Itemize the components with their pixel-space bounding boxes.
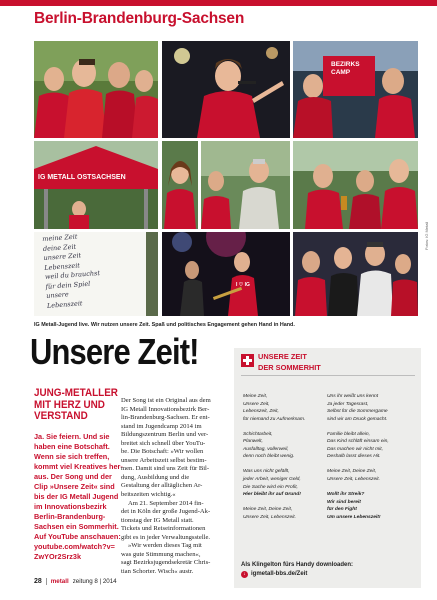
body-line: »Wir werden dieses Tag mit (128, 542, 202, 550)
ringtone-download (241, 561, 353, 579)
lyric-line: Unsere Zeit, Lebenszeit. (243, 514, 297, 520)
body-line: be. Die Botschaft: »Wir wollen (121, 448, 204, 456)
board-line: unsere (45, 290, 69, 300)
lyric-line: Das Kind schläft einsam ein, (327, 439, 389, 445)
body-line: Der Song ist ein Original aus dem (121, 397, 211, 404)
body-line: breitet sich schnell über YouTu- (121, 439, 206, 447)
lyric-line: Lebenszeit, Zeit, (243, 409, 279, 415)
photo-singer (162, 41, 290, 138)
tent-text: IG METALL OSTSACHSEN (38, 174, 126, 181)
article-subhead (34, 388, 120, 423)
body-line: was gute Stimmung machen«, (121, 550, 201, 558)
body-line: det in Köln der große Jugend-Ak- (121, 508, 211, 516)
body-line: Bildungszentrum Berlin und ver- (121, 431, 209, 439)
magazine-name: metall (50, 578, 69, 585)
board-line: Lebenszeit (46, 298, 83, 310)
photo-ostsachsen-tent (34, 141, 158, 229)
intro-link[interactable]: youtube.com/watch?v= (34, 541, 115, 551)
photo-collage (34, 41, 418, 316)
intro-line: kommt viel Kreatives her- (34, 461, 123, 471)
intro-line: bis der IG Metall Jugend (34, 491, 119, 501)
article-intro (34, 431, 123, 562)
body-line: men. Damit sind uns Zeit für Bil- (121, 465, 210, 473)
ringtone-url[interactable]: igmetall-bbs.de/Zeit (251, 571, 308, 577)
board-line: für dein Spiel (45, 279, 91, 291)
box-title-line: UNSERE ZEIT (258, 352, 307, 361)
photo-caption: IG Metall-Jugend live. Wir nutzen unsere Zeit. Spaß und politisches Engagement gehen Hand in Hand. (34, 322, 295, 328)
lyric-line: für niemand zu Aufmerksam. (243, 416, 306, 422)
body-line: tionstag der IG Metall statt. (121, 516, 194, 524)
photo-group-selfie (34, 41, 158, 138)
body-line: unsere Arbeitszeit selbst bestim- (121, 456, 207, 464)
board-line: weil du brauchst (44, 269, 101, 281)
subhead-line: JUNG-METALLER (34, 387, 118, 399)
footer-separator (46, 578, 47, 585)
subhead-line: MIT HERZ UND (34, 398, 105, 411)
article-body (121, 397, 224, 576)
verse-gap (327, 461, 409, 469)
lyric-line: Ja jeder Tagesrast, (327, 401, 369, 407)
lyric-line: Unsere Zeit, Lebenszeit. (327, 477, 381, 483)
lyric-line: Was uns nicht gefällt, (243, 469, 290, 475)
board-line: unsere Zeit (43, 251, 82, 262)
lyric-line: Planwelt, (243, 439, 263, 445)
intro-line: im Innovationsbezirk (34, 501, 107, 511)
lyric-line: Meine Zeit, (243, 394, 268, 399)
photo-group-beer (293, 141, 418, 229)
verse-gap (243, 461, 325, 469)
verse-gap (327, 423, 409, 431)
photo-woman-red-shirt (162, 141, 198, 229)
intro-line: Clip »Unsere Zeit« sind (34, 481, 115, 491)
intro-line: Auf YouTube anschauen: (34, 531, 121, 541)
article-title: Unsere Zeit! (30, 331, 199, 372)
photo-credit: Fotos: IG Metall (424, 221, 429, 250)
lyrics-left-column (243, 393, 325, 521)
lyric-line: Uns ihr weißt uns kennt (327, 394, 379, 399)
body-line: lin-Brandenburg-Sachsen. Er ent- (121, 414, 210, 422)
body-line: Tickets und Reiseinformationen (121, 525, 206, 533)
top-accent-bar (0, 0, 437, 6)
body-line: stand im Jugendcamp 2014 im (121, 422, 202, 430)
lyric-line: Das machen wir nicht mit, (327, 446, 383, 452)
photo-band-stage (162, 232, 290, 316)
body-line: Am 21. September 2014 fin- (128, 499, 204, 507)
lyric-line: denn noch bleibt wenig. (243, 454, 295, 460)
ringtone-label: Als Klingelton fürs Handy downloaden: (241, 562, 354, 568)
intro-line: Ja. Sie feiern. Und sie (34, 431, 110, 441)
photo-bezirkscamp-banner (293, 41, 418, 138)
body-line: sagt Bezirksjugendsekretär Chris- (121, 559, 211, 567)
box-title-line: DER SOMMERHIT (258, 362, 321, 372)
whiteboard-text (42, 232, 102, 311)
intro-line: aus. Der Song und der (34, 471, 112, 481)
board-line: Lebenszeit (43, 260, 81, 272)
verse-gap (327, 484, 409, 492)
lyric-line-bold: Wollt ihr Streik? (327, 492, 365, 498)
left-column (34, 387, 123, 562)
board-line: meine Zeit (42, 232, 78, 243)
download-icon: ↓ (241, 571, 248, 578)
page-footer (34, 578, 117, 585)
intro-line: Sachsen ein Sommerhit. (34, 521, 119, 531)
lyric-line: jeder Arbeit, weniger Geld, (243, 477, 301, 483)
banner-text: BEZIRKS CAMP (331, 61, 360, 76)
photo-men-talking (201, 141, 290, 229)
body-line: tian Schorter. Wisch« austr. (121, 567, 194, 575)
page-number: 28 (34, 578, 42, 585)
lyric-line: Deshalb lasst dieses Hit. (327, 454, 381, 460)
lyric-line: Meine Zeit, Deine Zeit, (243, 507, 293, 513)
ringtone-link-row[interactable] (241, 570, 353, 579)
intro-link[interactable]: ZwYOr2Srz3k (34, 551, 82, 561)
lyric-line: sind wir am Druck gemacht. (327, 416, 388, 422)
shirt-text: I ♡ IG (236, 282, 250, 288)
lyric-line-bold: Wir sind bereit (327, 499, 361, 505)
box-divider (241, 375, 415, 376)
subhead-line: VERSTAND (34, 410, 88, 422)
body-line: beitszeiten wichtig.« (121, 491, 176, 499)
region-title: Berlin-Brandenburg-Sachsen (34, 10, 245, 27)
body-line: dung, Ausbildung und die (121, 473, 190, 481)
lyric-line-bold: Um unsere Lebenszeit! (327, 514, 381, 520)
board-line: deine Zeit (42, 242, 77, 253)
intro-line: haben eine Botschaft. (34, 441, 110, 451)
lyric-line: Ausfalltag, vollerweil, (243, 446, 289, 452)
photo-crowd (293, 232, 418, 316)
sommerhit-box-title (258, 352, 321, 373)
photo-whiteboard-lyrics (34, 232, 158, 316)
lyrics-right-column (327, 393, 409, 521)
body-line: Gestaltung der alltäglichen Ar- (121, 482, 203, 490)
body-line: gibt es in jeder Verwaltungsstelle. (121, 533, 211, 541)
lyric-line-bold: für den Fight (327, 507, 357, 513)
lyric-line-bold: Hier bleibt ihr auf Grund! (243, 492, 301, 498)
verse-gap (243, 499, 325, 507)
plus-icon (241, 354, 254, 367)
intro-line: Wenn sie sich treffen, (34, 451, 110, 461)
lyric-line: Schichtarbeit, (243, 431, 273, 437)
magazine-issue: zeitung 8 | 2014 (72, 578, 117, 585)
body-line: IG Metall Innovationsbezirk Ber- (121, 405, 210, 413)
lyric-line: Unsere Zeit, (243, 401, 270, 407)
verse-gap (243, 423, 325, 431)
lyric-line: Die Sache wird ein Profit, (243, 484, 298, 490)
lyric-line: Meine Zeit, Deine Zeit, (327, 469, 377, 475)
lyric-line: Familie bleibt allein, (327, 431, 370, 437)
lyric-line: Selbst für die Sommergame (327, 409, 388, 415)
intro-line: Berlin-Brandenburg- (34, 511, 106, 521)
